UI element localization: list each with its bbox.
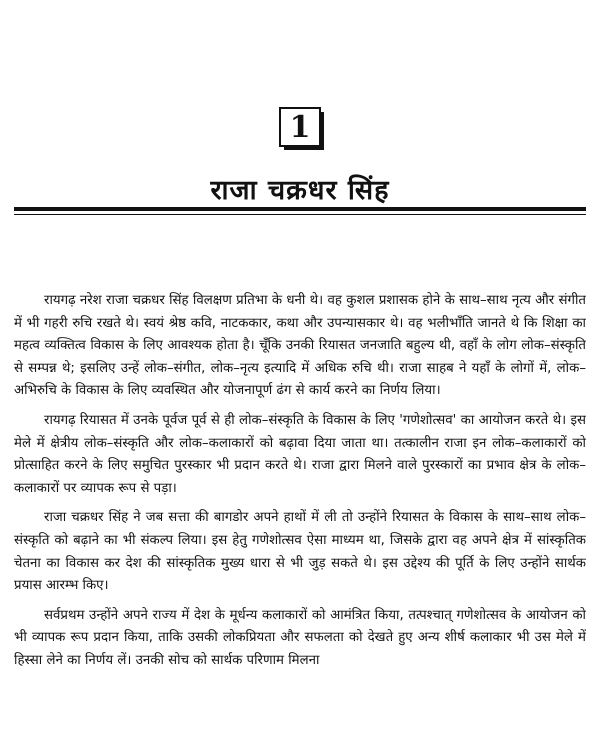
title-divider-thick [14,207,586,211]
paragraph: रायगढ़ रियासत में उनके पूर्वज पूर्व से ही लोक–संस्कृति के विकास के लिए 'गणेशोत्सव' का आयोजन करते थे। इस मेले में क्षेत्रीय लोक–संस्कृति और लोक–कलाकारों को बढ़ावा दिया जाता था। तत्कालीन राजा इन लोक–कलाकारों को प्रोत्साहित करने के लिए समुचित पुरस्कार भी प्रदान करते थे। राजा द्वारा मिलने वाले पुरस्कारों का प्रभाव क्षेत्र के लोक–कलाकारों पर व्यापक रूप से पड़ा। [14,412,586,496]
paragraph: सर्वप्रथम उन्होंने अपने राज्य में देश के मूर्धन्य कलाकारों को आमंत्रित किया, तत्पश्चात् गणेशोत्सव के आयोजन को भी व्यापक रूप प्रदान किया, ताकि उसकी लोकप्रियता और सफलता को देखते हुए अन्य शीर्ष कलाकार भी उस मेले में हिस्सा लेने का निर्णय लें। उनकी सोच को सार्थक परिणाम मिलना [14,607,586,668]
title-divider-thin [14,214,586,215]
chapter-number: 1 [279,107,321,147]
chapter-title: राजा चक्रधर सिंह [210,175,390,206]
paragraph: रायगढ़ नरेश राजा चक्रधर सिंह विलक्षण प्रतिभा के धनी थे। वह कुशल प्रशासक होने के साथ–साथ नृत्य और संगीत में भी गहरी रुचि रखते थे। स्वयं श्रेष्ठ कवि, नाटककार, कथा और उपन्यासकार थे। वह भलीभाँति जानते थे कि शिक्षा का महत्व व्यक्तित्व विकास के लिए आवश्यक होता है। चूँकि उनकी रियासत जनजाति बहुल्य थी, वहाँ के लोग लोक–संस्कृति से सम्पन्न थे; इसलिए उन्हें लोक–संगीत, लोक–नृत्य इत्यादि में अधिक रुचि थी। राजा साहब ने यहाँ के लोगों में, लोक–अभिरुचि के विकास के लिए व्यवस्थित और योजनापूर्ण ढंग से कार्य करने का निर्णय लिया। [14,293,586,399]
body-text [14,290,586,735]
paragraph: राजा चक्रधर सिंह ने जब सत्ता की बागडोर अपने हाथों में ली तो उन्होंने रियासत के विकास के साथ–साथ लोक–संस्कृति को बढ़ाने का भी संकल्प लिया। इस हेतु गणेशोत्सव ऐसा माध्यम था, जिसके द्वारा वह अपने क्षेत्र में सांस्कृतिक चेतना का विकास कर देश की सांस्कृतिक मुख्य धारा से भी जुड़ सकते थे। इस उद्देश्य की पूर्ति के लिए उन्होंने सार्थक प्रयास आरम्भ किए। [14,510,586,594]
chapter-number-box [279,107,327,153]
